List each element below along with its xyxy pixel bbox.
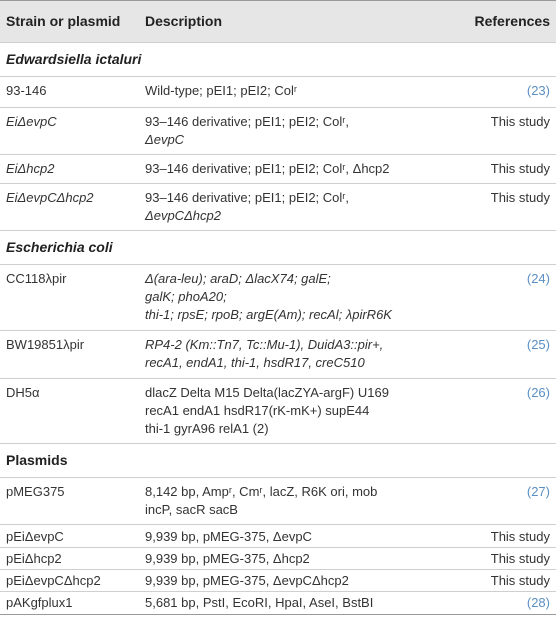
table-row xyxy=(0,264,556,330)
table-row xyxy=(0,524,556,547)
reference: This study xyxy=(490,529,550,544)
description: 9,939 bp, pMEG-375, Δhcp2 xyxy=(145,551,310,566)
section-edwardsiella xyxy=(0,42,556,76)
table-row xyxy=(0,330,556,378)
strain-name: EiΔevpC xyxy=(6,114,57,129)
reference: (24) xyxy=(526,271,550,286)
description: 9,939 bp, pMEG-375, ΔevpCΔhcp2 xyxy=(145,573,349,588)
table-row xyxy=(0,591,556,614)
table-row xyxy=(0,569,556,591)
reference: (27) xyxy=(526,484,550,499)
table-row xyxy=(0,76,556,107)
strain-name: pEiΔhcp2 xyxy=(6,551,62,566)
reference: (25) xyxy=(526,337,550,352)
description: 93–146 derivative; pEI1; pEI2; Colʳ, ΔevpC xyxy=(145,114,350,147)
reference: This study xyxy=(490,190,550,205)
section-escherichia xyxy=(0,230,556,264)
section-title: Edwardsiella ictaluri xyxy=(6,51,142,67)
table-row xyxy=(0,154,556,183)
table-row xyxy=(0,477,556,524)
reference: This study xyxy=(490,573,550,588)
strain-name: pMEG375 xyxy=(6,484,65,499)
strain-name: CC118λpir xyxy=(6,271,67,286)
strain-name: EiΔhcp2 xyxy=(6,161,55,176)
description: Wild-type; pEI1; pEI2; Colʳ xyxy=(145,83,297,98)
section-title: Plasmids xyxy=(6,452,68,468)
description: Δ(ara-leu); araD; ΔlacX74; galE; galK; phoA20; thi-1; rpsE; rpoB; argE(Am); recAl; λpirR6K xyxy=(145,271,392,322)
table-row xyxy=(0,183,556,230)
section-plasmids xyxy=(0,443,556,477)
header-description: Description xyxy=(145,13,223,29)
header-strain: Strain or plasmid xyxy=(6,13,121,29)
description: 93–146 derivative; pEI1; pEI2; Colʳ, ΔevpCΔhcp2 xyxy=(145,190,350,223)
reference: (28) xyxy=(526,595,550,610)
table-row xyxy=(0,378,556,443)
description: RP4-2 (Km::Tn7, Tc::Mu-1), DuidA3::pir+, recA1, endA1, thi-1, hsdR17, creC510 xyxy=(145,337,384,370)
reference: This study xyxy=(490,161,550,176)
reference: (26) xyxy=(526,385,550,400)
description: 93–146 derivative; pEI1; pEI2; Colʳ, Δhcp2 xyxy=(145,161,390,176)
strain-name: pEiΔevpC xyxy=(6,529,64,544)
strain-name: 93-146 xyxy=(6,83,47,98)
reference: This study xyxy=(490,551,550,566)
strain-name: pAKgfplux1 xyxy=(6,595,73,610)
description: 8,142 bp, Ampʳ, Cmʳ, lacZ, R6K ori, mob incP, sacR sacB xyxy=(145,484,378,517)
description: 5,681 bp, PstI, EcoRI, HpaI, AseI, BstBI xyxy=(145,595,374,610)
description: 9,939 bp, pMEG-375, ΔevpC xyxy=(145,529,312,544)
strain-name: DH5α xyxy=(6,385,40,400)
reference: (23) xyxy=(526,83,550,98)
strain-name: BW19851λpir xyxy=(6,337,85,352)
table-row xyxy=(0,547,556,569)
description: dlacZ Delta M15 Delta(lacZYA-argF) U169 recA1 endA1 hsdR17(rK-mK+) supE44 thi-1 gyrA96 relA1 (2) xyxy=(145,385,389,436)
strain-name: EiΔevpCΔhcp2 xyxy=(6,190,94,205)
section-title: Escherichia coli xyxy=(6,239,113,255)
table-bottom-rule xyxy=(0,614,556,615)
table-row xyxy=(0,107,556,154)
table-header xyxy=(0,0,556,42)
reference: This study xyxy=(490,114,550,129)
strain-name: pEiΔevpCΔhcp2 xyxy=(6,573,101,588)
header-references: References xyxy=(474,13,550,29)
